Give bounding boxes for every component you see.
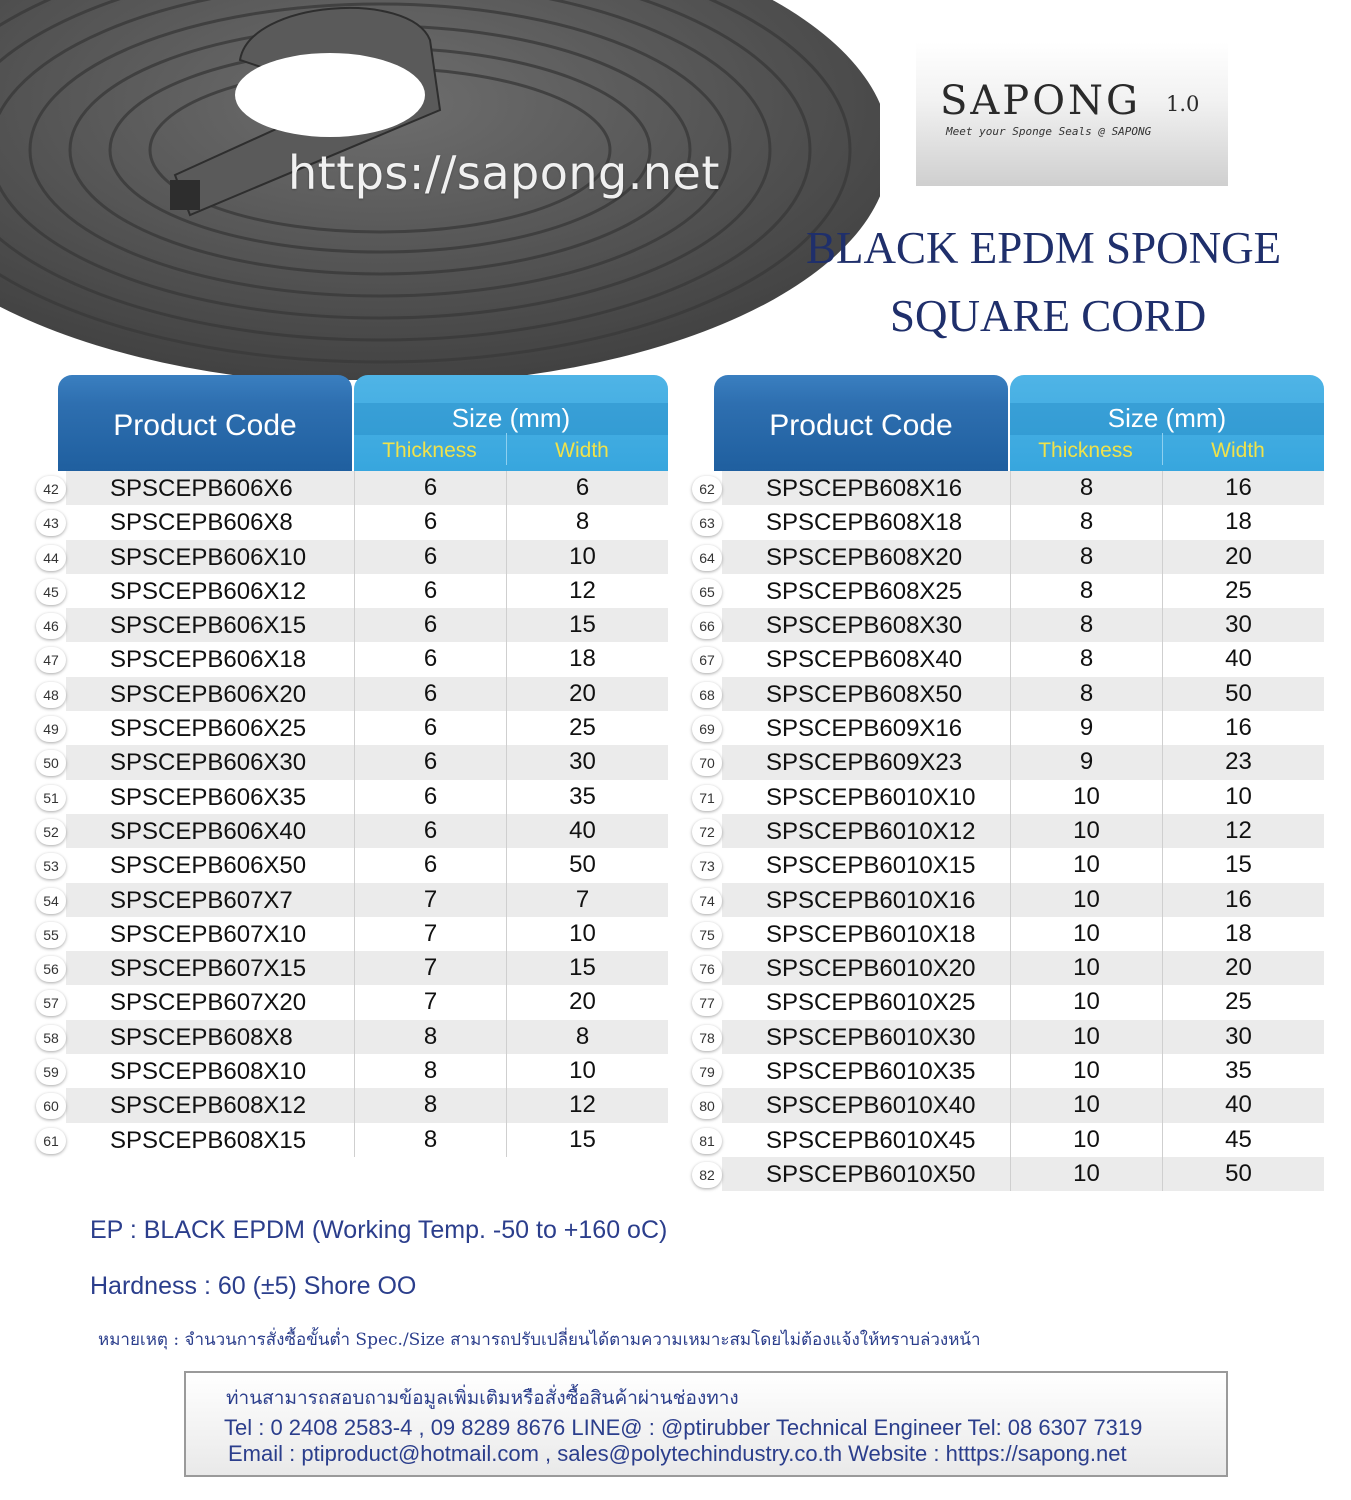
product-code-cell: SPSCEPB606X15: [110, 612, 307, 640]
row-number-badge: 71: [692, 785, 722, 811]
thickness-cell: 6: [354, 814, 506, 848]
row-number-badge: 75: [692, 922, 722, 948]
row-number-badge: 74: [692, 888, 722, 914]
width-cell: 50: [506, 848, 658, 882]
width-cell: 15: [506, 608, 658, 642]
row-number-badge: 61: [36, 1128, 66, 1154]
table-row: [36, 917, 668, 951]
table-row: [36, 951, 668, 985]
row-number-badge: 64: [692, 545, 722, 571]
product-code-cell: SPSCEPB607X15: [110, 955, 307, 983]
table-row: [36, 814, 668, 848]
width-cell: 25: [1162, 985, 1314, 1019]
product-code-cell: SPSCEPB6010X12: [766, 817, 976, 845]
thickness-cell: 6: [354, 711, 506, 745]
product-code-cell: SPSCEPB606X10: [110, 543, 307, 571]
thickness-cell: 8: [1010, 608, 1162, 642]
row-number-badge: 42: [36, 476, 66, 502]
row-number-badge: 82: [692, 1162, 722, 1188]
table-row: [36, 1088, 668, 1122]
thickness-cell: 10: [1010, 1157, 1162, 1191]
thickness-cell: 6: [354, 745, 506, 779]
product-code-cell: SPSCEPB608X10: [110, 1058, 307, 1086]
thickness-cell: 6: [354, 677, 506, 711]
row-number-badge: 63: [692, 510, 722, 536]
width-cell: 8: [506, 1020, 658, 1054]
row-number-badge: 44: [36, 545, 66, 571]
row-number-badge: 49: [36, 716, 66, 742]
product-code-cell: SPSCEPB6010X20: [766, 955, 976, 983]
row-number-badge: 69: [692, 716, 722, 742]
header-size-label: Size (mm): [1107, 403, 1227, 433]
width-cell: 10: [506, 1054, 658, 1088]
product-code-cell: SPSCEPB608X12: [110, 1092, 307, 1120]
product-code-cell: SPSCEPB606X6: [110, 475, 293, 502]
header-size-label: Size (mm): [451, 403, 571, 433]
thickness-cell: 8: [1010, 540, 1162, 574]
logo-version: 1.0: [1166, 92, 1200, 116]
table-row: [36, 745, 668, 779]
width-cell: 35: [1162, 1054, 1314, 1088]
product-code-cell: SPSCEPB6010X30: [766, 1023, 976, 1051]
product-code-cell: SPSCEPB6010X45: [766, 1126, 976, 1154]
table-row: [692, 917, 1324, 951]
width-cell: 40: [1162, 642, 1314, 676]
width-cell: 25: [1162, 574, 1314, 608]
width-cell: 8: [506, 505, 658, 539]
header-product-code-label: Product Code: [113, 409, 297, 442]
row-number-badge: 46: [36, 613, 66, 639]
thickness-cell: 6: [354, 540, 506, 574]
thickness-cell: 6: [354, 642, 506, 676]
product-code-cell: SPSCEPB6010X16: [766, 886, 976, 914]
table-row: [36, 1054, 668, 1088]
left-table-rows: [36, 471, 668, 1157]
width-cell: 6: [506, 471, 658, 505]
product-code-cell: SPSCEPB606X8: [110, 509, 293, 537]
logo-tagline: Meet your Sponge Seals @ SAPONG: [946, 125, 1152, 138]
thickness-cell: 10: [1010, 1123, 1162, 1157]
table-row: [692, 1088, 1324, 1122]
contact-email-website: Email : ptiproduct@hotmail.com , sales@polytechindustry.co.th Website : htttps://sapong.net: [228, 1441, 1127, 1466]
table-row: [692, 505, 1324, 539]
width-cell: 15: [1162, 848, 1314, 882]
table-row: [692, 951, 1324, 985]
row-number-badge: 58: [36, 1025, 66, 1051]
product-code-cell: SPSCEPB608X30: [766, 612, 963, 640]
page-title-line1: BLACK EPDM SPONGE: [806, 223, 1282, 273]
width-cell: 40: [1162, 1088, 1314, 1122]
table-row: [36, 780, 668, 814]
contact-phone: Tel : 0 2408 2583-4 , 09 8289 8676 LINE@ : @ptirubber Technical Engineer Tel: 08 6307 7319: [224, 1415, 1143, 1440]
table-row: [692, 642, 1324, 676]
thickness-cell: 10: [1010, 1088, 1162, 1122]
row-number-badge: 62: [692, 476, 722, 502]
width-cell: 12: [1162, 814, 1314, 848]
thickness-cell: 8: [1010, 677, 1162, 711]
thickness-cell: 10: [1010, 883, 1162, 917]
table-row: [36, 608, 668, 642]
sapong-logo: [916, 42, 1228, 186]
width-cell: 30: [1162, 1020, 1314, 1054]
thickness-cell: 10: [1010, 780, 1162, 814]
width-cell: 30: [506, 745, 658, 779]
product-code-cell: SPSCEPB6010X18: [766, 920, 976, 948]
table-row: [36, 642, 668, 676]
row-number-badge: 57: [36, 990, 66, 1016]
thickness-cell: 7: [354, 985, 506, 1019]
thickness-cell: 8: [354, 1088, 506, 1122]
table-row: [692, 883, 1324, 917]
row-number-badge: 78: [692, 1025, 722, 1051]
table-row: [36, 574, 668, 608]
product-code-cell: SPSCEPB608X15: [110, 1126, 307, 1154]
contact-box: [184, 1371, 1228, 1477]
product-code-cell: SPSCEPB6010X15: [766, 852, 976, 880]
thickness-cell: 8: [354, 1020, 506, 1054]
thickness-cell: 10: [1010, 1054, 1162, 1088]
right-product-table: [692, 375, 1324, 1205]
product-code-cell: SPSCEPB6010X25: [766, 989, 976, 1017]
product-code-cell: SPSCEPB606X25: [110, 715, 307, 743]
row-number-badge: 54: [36, 888, 66, 914]
row-number-badge: 70: [692, 750, 722, 776]
product-code-cell: SPSCEPB609X23: [766, 749, 963, 777]
width-cell: 16: [1162, 471, 1314, 505]
product-code-cell: SPSCEPB608X18: [766, 509, 963, 537]
product-code-cell: SPSCEPB6010X50: [766, 1160, 976, 1188]
thickness-cell: 10: [1010, 1020, 1162, 1054]
product-code-cell: SPSCEPB606X50: [110, 852, 307, 880]
product-code-cell: SPSCEPB607X10: [110, 920, 307, 948]
thickness-cell: 10: [1010, 917, 1162, 951]
width-cell: 7: [506, 883, 658, 917]
header-width: Width: [506, 433, 657, 465]
row-number-badge: 68: [692, 682, 722, 708]
row-number-badge: 51: [36, 785, 66, 811]
product-code-cell: SPSCEPB606X20: [110, 680, 307, 708]
table-row: [692, 608, 1324, 642]
row-number-badge: 67: [692, 647, 722, 673]
product-code-cell: SPSCEPB609X16: [766, 715, 963, 743]
contact-intro: ท่านสามารถสอบถามข้อมูลเพิ่มเติมหรือสั่งซื้อสินค้าผ่านช่องทาง: [226, 1387, 739, 1409]
product-code-cell: SPSCEPB6010X40: [766, 1092, 976, 1120]
thickness-cell: 6: [354, 608, 506, 642]
row-number-badge: 81: [692, 1128, 722, 1154]
width-cell: 23: [1162, 745, 1314, 779]
product-code-cell: SPSCEPB606X12: [110, 577, 307, 605]
width-cell: 50: [1162, 677, 1314, 711]
table-row: [36, 1123, 668, 1157]
width-cell: 12: [506, 1088, 658, 1122]
thickness-cell: 6: [354, 505, 506, 539]
width-cell: 25: [506, 711, 658, 745]
table-row: [36, 1020, 668, 1054]
thickness-cell: 7: [354, 883, 506, 917]
table-row: [36, 848, 668, 882]
header-width: Width: [1162, 433, 1313, 465]
width-cell: 30: [1162, 608, 1314, 642]
product-code-cell: SPSCEPB6010X10: [766, 783, 976, 811]
table-row: [36, 505, 668, 539]
width-cell: 10: [506, 917, 658, 951]
table-row: [692, 1054, 1324, 1088]
table-row: [36, 883, 668, 917]
width-cell: 20: [506, 985, 658, 1019]
row-number-badge: 65: [692, 579, 722, 605]
product-code-cell: SPSCEPB607X7: [110, 886, 293, 914]
table-row: [692, 745, 1324, 779]
table-row: [692, 574, 1324, 608]
page-title-line2: SQUARE CORD: [890, 291, 1207, 341]
width-cell: 15: [506, 1123, 658, 1157]
table-row: [36, 711, 668, 745]
table-row: [36, 471, 668, 505]
width-cell: 10: [506, 540, 658, 574]
row-number-badge: 45: [36, 579, 66, 605]
table-row: [692, 540, 1324, 574]
row-number-badge: 72: [692, 819, 722, 845]
thickness-cell: 8: [354, 1123, 506, 1157]
thickness-cell: 6: [354, 780, 506, 814]
row-number-badge: 59: [36, 1059, 66, 1085]
row-number-badge: 48: [36, 682, 66, 708]
row-number-badge: 43: [36, 510, 66, 536]
table-row: [692, 471, 1324, 505]
row-number-badge: 77: [692, 990, 722, 1016]
product-code-cell: SPSCEPB606X40: [110, 817, 307, 845]
thickness-cell: 6: [354, 848, 506, 882]
table-row: [36, 540, 668, 574]
left-product-table: [36, 375, 668, 1175]
row-number-badge: 79: [692, 1059, 722, 1085]
header-size: [354, 375, 668, 471]
row-number-badge: 55: [36, 922, 66, 948]
thickness-cell: 6: [354, 471, 506, 505]
width-cell: 20: [506, 677, 658, 711]
table-row: [692, 1123, 1324, 1157]
thickness-cell: 9: [1010, 745, 1162, 779]
row-number-badge: 76: [692, 956, 722, 982]
row-number-badge: 47: [36, 647, 66, 673]
width-cell: 50: [1162, 1157, 1314, 1191]
logo-wordmark: SAPONG: [940, 78, 1141, 124]
thickness-cell: 8: [1010, 471, 1162, 505]
header-product-code: [714, 375, 1008, 471]
material-note: EP : BLACK EPDM (Working Temp. -50 to +160 oC): [90, 1216, 668, 1244]
width-cell: 20: [1162, 540, 1314, 574]
thickness-cell: 10: [1010, 985, 1162, 1019]
table-row: [692, 711, 1324, 745]
table-row: [692, 814, 1324, 848]
header-product-code-label: Product Code: [769, 409, 953, 442]
row-number-badge: 60: [36, 1093, 66, 1119]
thickness-cell: 10: [1010, 951, 1162, 985]
thickness-cell: 7: [354, 951, 506, 985]
thickness-cell: 8: [354, 1054, 506, 1088]
product-code-cell: SPSCEPB606X18: [110, 646, 307, 674]
right-table-rows: [692, 471, 1324, 1191]
product-code-cell: SPSCEPB606X30: [110, 749, 307, 777]
thickness-cell: 8: [1010, 574, 1162, 608]
row-number-badge: 56: [36, 956, 66, 982]
website-watermark: https://sapong.net: [288, 146, 720, 200]
row-number-badge: 66: [692, 613, 722, 639]
table-row: [692, 848, 1324, 882]
table-row: [692, 677, 1324, 711]
thickness-cell: 10: [1010, 814, 1162, 848]
width-cell: 18: [1162, 917, 1314, 951]
table-row: [692, 780, 1324, 814]
width-cell: 18: [506, 642, 658, 676]
width-cell: 18: [1162, 505, 1314, 539]
thickness-cell: 10: [1010, 848, 1162, 882]
width-cell: 15: [506, 951, 658, 985]
table-row: [36, 677, 668, 711]
hardness-note: Hardness : 60 (±5) Shore OO: [90, 1272, 417, 1300]
table-row: [692, 1020, 1324, 1054]
width-cell: 40: [506, 814, 658, 848]
product-code-cell: SPSCEPB608X8: [110, 1023, 293, 1051]
row-number-badge: 80: [692, 1093, 722, 1119]
row-number-badge: 53: [36, 853, 66, 879]
table-row: [36, 985, 668, 1019]
width-cell: 10: [1162, 780, 1314, 814]
width-cell: 16: [1162, 711, 1314, 745]
header-product-code: [58, 375, 352, 471]
product-code-cell: SPSCEPB607X20: [110, 989, 307, 1017]
thickness-cell: 6: [354, 574, 506, 608]
row-number-badge: 52: [36, 819, 66, 845]
table-row: [692, 1157, 1324, 1191]
thickness-cell: 9: [1010, 711, 1162, 745]
product-code-cell: SPSCEPB608X20: [766, 543, 963, 571]
remark-note: หมายเหตุ : จำนวนการสั่งซื้อขั้นต่ำ Spec./Size สามารถปรับเปลี่ยนได้ตามความเหมาะสมโดยไม่ต้องแจ้งให้ทราบล่วงหน้า: [98, 1330, 981, 1350]
product-code-cell: SPSCEPB606X35: [110, 783, 307, 811]
row-number-badge: 73: [692, 853, 722, 879]
width-cell: 16: [1162, 883, 1314, 917]
thickness-cell: 8: [1010, 642, 1162, 676]
product-code-cell: SPSCEPB608X16: [766, 475, 963, 502]
thickness-cell: 7: [354, 917, 506, 951]
thickness-cell: 8: [1010, 505, 1162, 539]
header-size: [1010, 375, 1324, 471]
width-cell: 45: [1162, 1123, 1314, 1157]
header-thickness: Thickness: [1038, 439, 1133, 462]
product-code-cell: SPSCEPB608X40: [766, 646, 963, 674]
width-cell: 20: [1162, 951, 1314, 985]
header-thickness: Thickness: [382, 439, 477, 462]
row-number-badge: 50: [36, 750, 66, 776]
width-cell: 12: [506, 574, 658, 608]
width-cell: 35: [506, 780, 658, 814]
product-code-cell: SPSCEPB6010X35: [766, 1058, 976, 1086]
table-row: [692, 985, 1324, 1019]
product-code-cell: SPSCEPB608X50: [766, 680, 963, 708]
product-code-cell: SPSCEPB608X25: [766, 577, 963, 605]
